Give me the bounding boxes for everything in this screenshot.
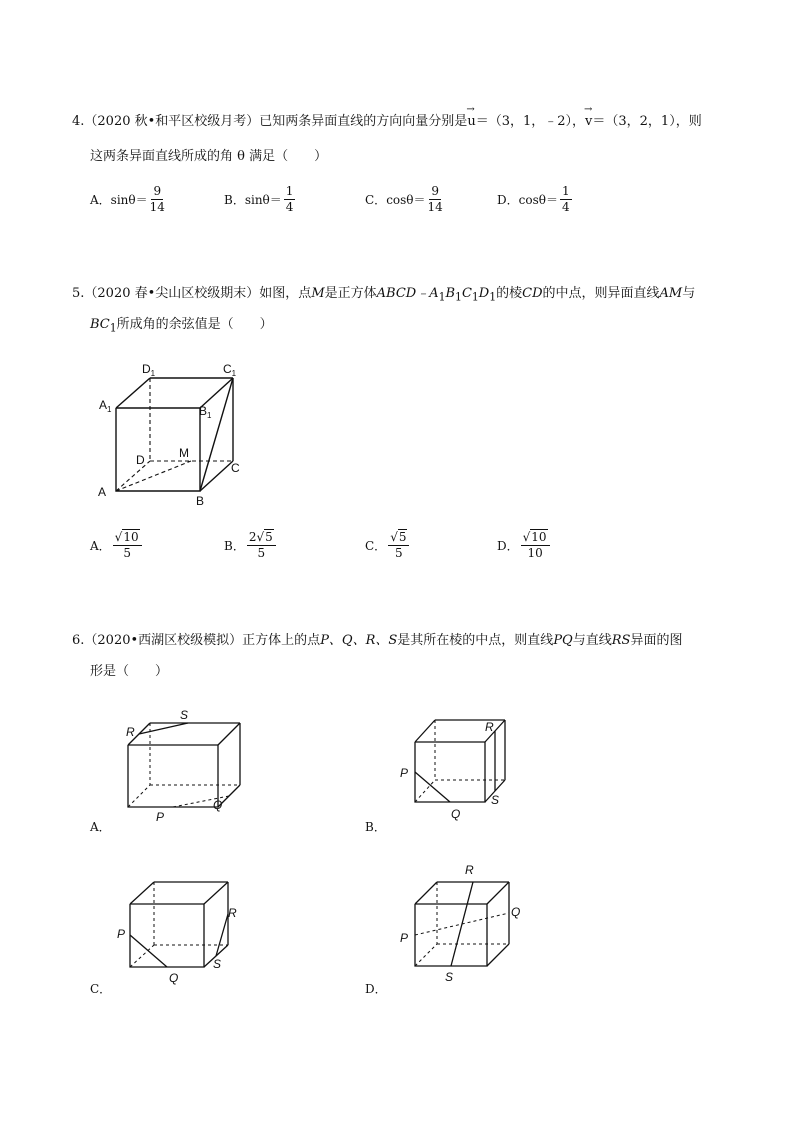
subscript: 1 bbox=[109, 321, 117, 335]
line-am: AM bbox=[659, 286, 683, 301]
q6-source: （2020•西湖区校级模拟） bbox=[84, 633, 243, 648]
label-q: Q bbox=[213, 798, 223, 812]
q4-text: 已知两条异面直线的方向向量分别是 bbox=[259, 114, 468, 129]
q6-option-b[interactable]: B． bbox=[365, 820, 386, 834]
denominator: 4 bbox=[561, 200, 570, 214]
label-r: R bbox=[228, 906, 237, 920]
edge bbox=[487, 882, 509, 904]
hidden-edge bbox=[130, 945, 154, 967]
denominator: 4 bbox=[285, 200, 294, 214]
line-pq: PQ bbox=[553, 633, 573, 648]
vector-u-value: ＝（3，1，﹣2）， bbox=[475, 114, 586, 129]
edge bbox=[487, 944, 509, 966]
q6-text: 是其所在棱的中点，则直线 bbox=[397, 633, 554, 648]
label-s: S bbox=[213, 957, 222, 971]
line-rs bbox=[139, 723, 188, 734]
q4-option-b[interactable] bbox=[224, 184, 295, 215]
label-q: Q bbox=[511, 905, 521, 919]
front-face bbox=[128, 745, 218, 807]
q4-option-a[interactable] bbox=[90, 184, 165, 215]
label-b: B bbox=[196, 494, 205, 508]
q5-option-d[interactable] bbox=[497, 530, 550, 561]
label-a1: $A_1$ bbox=[99, 398, 112, 414]
fraction bbox=[560, 184, 572, 215]
front-face bbox=[415, 904, 487, 966]
q4-stem-line2: 这两条异面直线所成的角 θ 满足（ ） bbox=[90, 149, 328, 164]
subscript: 1 bbox=[438, 290, 446, 304]
hidden-edge bbox=[415, 944, 437, 966]
q6-text: 与直线 bbox=[572, 633, 612, 648]
q6-text: 正方体上的点 bbox=[242, 633, 321, 648]
front-face bbox=[415, 742, 485, 802]
option-label: A． bbox=[90, 539, 111, 553]
label-c1: $C_1$ bbox=[223, 362, 237, 378]
sqrt-icon: √10 bbox=[114, 530, 139, 544]
edge-cd: CD bbox=[522, 286, 543, 301]
vector-u: → u bbox=[467, 114, 475, 129]
option-expr: cosθ＝ bbox=[386, 193, 426, 207]
q6-text: 异面的图 bbox=[630, 633, 683, 648]
fraction bbox=[428, 184, 443, 215]
label-s: S bbox=[180, 708, 189, 722]
radicand: 5 bbox=[398, 530, 407, 544]
denominator: 10 bbox=[527, 546, 543, 560]
sqrt-icon: √5 bbox=[256, 530, 273, 544]
q5-option-b[interactable] bbox=[224, 530, 276, 561]
fraction bbox=[150, 184, 165, 215]
denominator: 5 bbox=[395, 546, 403, 560]
q6-option-a[interactable]: A． bbox=[90, 820, 111, 834]
q6-stem-line2: 形是（ ） bbox=[90, 664, 169, 679]
denominator: 14 bbox=[149, 200, 165, 214]
numerator: 9 bbox=[431, 184, 439, 198]
q5-text: 与 bbox=[682, 286, 696, 301]
label-m: M bbox=[179, 446, 189, 460]
label-r: R bbox=[485, 720, 494, 734]
fraction bbox=[521, 530, 550, 561]
subscript: 1 bbox=[455, 290, 462, 304]
q6-stem-line1 bbox=[72, 629, 682, 648]
numerator: 1 bbox=[285, 184, 294, 198]
numerator bbox=[388, 530, 409, 546]
q4-source: （2020 秋•和平区校级月考） bbox=[84, 114, 260, 129]
label-p: P bbox=[117, 927, 126, 941]
option-label: B． bbox=[224, 193, 245, 207]
numerator: 1 bbox=[561, 184, 570, 198]
fraction bbox=[284, 184, 296, 215]
hidden-edge bbox=[415, 780, 435, 802]
q4-option-d[interactable] bbox=[497, 184, 572, 215]
label-p: P bbox=[400, 766, 409, 780]
q5-text: 所成角的余弦值是（ ） bbox=[116, 317, 273, 332]
label-s: S bbox=[445, 970, 454, 984]
q6-figure-d bbox=[395, 858, 535, 986]
label-q: Q bbox=[451, 807, 461, 821]
point-m: M bbox=[311, 286, 325, 301]
sqrt-icon: √5 bbox=[390, 530, 407, 544]
line-rs: RS bbox=[611, 633, 631, 648]
option-label: A． bbox=[90, 193, 111, 207]
line-am-hidden bbox=[116, 461, 191, 491]
line-bc1: BC bbox=[90, 317, 110, 332]
option-label: D． bbox=[497, 193, 519, 207]
cube-name: C bbox=[461, 286, 472, 301]
q5-text: 如图，点 bbox=[259, 286, 312, 301]
option-expr: sinθ＝ bbox=[244, 193, 282, 207]
edge-a1d1 bbox=[116, 378, 150, 408]
q6-option-d[interactable]: D． bbox=[365, 982, 387, 996]
edge-ad-hidden bbox=[116, 461, 150, 491]
q5-option-a[interactable] bbox=[90, 530, 142, 561]
q6-number: 6. bbox=[72, 633, 85, 648]
numerator bbox=[521, 530, 550, 546]
subscript: 1 bbox=[471, 290, 479, 304]
edge bbox=[415, 882, 437, 904]
radicand: 10 bbox=[531, 530, 547, 544]
label-b1: $B_1$ bbox=[199, 404, 212, 420]
denominator: 14 bbox=[427, 200, 443, 214]
label-p: P bbox=[400, 931, 409, 945]
q6-option-c[interactable]: C． bbox=[90, 982, 112, 996]
option-label: C． bbox=[365, 539, 387, 553]
q5-stem-line1 bbox=[72, 282, 695, 304]
label-q: Q bbox=[169, 971, 179, 985]
line-pq-hidden bbox=[415, 913, 509, 935]
denominator: 5 bbox=[123, 546, 131, 560]
numerator: 9 bbox=[153, 184, 162, 198]
hidden-edge bbox=[128, 785, 150, 807]
line-bc1 bbox=[200, 378, 233, 491]
q4-number: 4. bbox=[72, 114, 85, 129]
q5-number: 5. bbox=[72, 286, 85, 301]
q5-stem-line2 bbox=[90, 313, 273, 335]
edge bbox=[204, 882, 228, 904]
label-d1: $D_1$ bbox=[142, 362, 156, 378]
label-r: R bbox=[126, 725, 135, 739]
edge bbox=[130, 882, 154, 904]
cube-name: ABCD﹣A bbox=[376, 286, 439, 301]
label-c: C bbox=[231, 461, 240, 475]
option-label: C． bbox=[365, 193, 387, 207]
q4-option-c[interactable] bbox=[365, 184, 443, 215]
q6-figure-b bbox=[395, 710, 525, 825]
denominator: 5 bbox=[257, 546, 266, 560]
cube-name: B bbox=[445, 286, 456, 301]
q5-cube-figure bbox=[90, 360, 260, 510]
radicand: 5 bbox=[265, 530, 273, 544]
q5-source: （2020 春•尖山区校级期末） bbox=[84, 286, 260, 301]
option-expr: cosθ＝ bbox=[518, 193, 558, 207]
edge bbox=[415, 720, 435, 742]
points-pqrs: P、Q、R、S bbox=[320, 633, 398, 648]
numerator bbox=[113, 530, 142, 546]
label-r: R bbox=[465, 863, 474, 877]
vector-v: → v bbox=[585, 114, 592, 129]
radicand: 10 bbox=[123, 530, 139, 544]
numerator bbox=[247, 530, 276, 546]
label-s: S bbox=[491, 793, 500, 807]
q6-figure-c bbox=[112, 872, 247, 987]
sqrt-icon: √10 bbox=[522, 530, 547, 544]
line-pq bbox=[415, 772, 450, 802]
option-label: B． bbox=[224, 539, 245, 553]
edge bbox=[218, 723, 240, 745]
fraction bbox=[247, 530, 276, 561]
fraction bbox=[388, 530, 409, 561]
q6-figure-a bbox=[118, 705, 248, 825]
label-d: D bbox=[136, 453, 145, 467]
q5-text: 是正方体 bbox=[324, 286, 377, 301]
coefficient: 2 bbox=[248, 530, 257, 544]
fraction bbox=[113, 530, 142, 561]
cube-name: D bbox=[478, 286, 490, 301]
label-a: A bbox=[98, 485, 107, 499]
option-expr: sinθ＝ bbox=[110, 193, 148, 207]
vector-v-value: ＝（3，2，1），则 bbox=[592, 114, 702, 129]
option-label: D． bbox=[497, 539, 519, 553]
subscript: 1 bbox=[489, 290, 497, 304]
q5-text: 的中点，则异面直线 bbox=[542, 286, 660, 301]
front-face bbox=[130, 904, 204, 967]
q5-text: 的棱 bbox=[496, 286, 523, 301]
q5-option-c[interactable] bbox=[365, 530, 409, 561]
label-p: P bbox=[156, 810, 165, 824]
q4-stem-line1 bbox=[72, 110, 702, 129]
